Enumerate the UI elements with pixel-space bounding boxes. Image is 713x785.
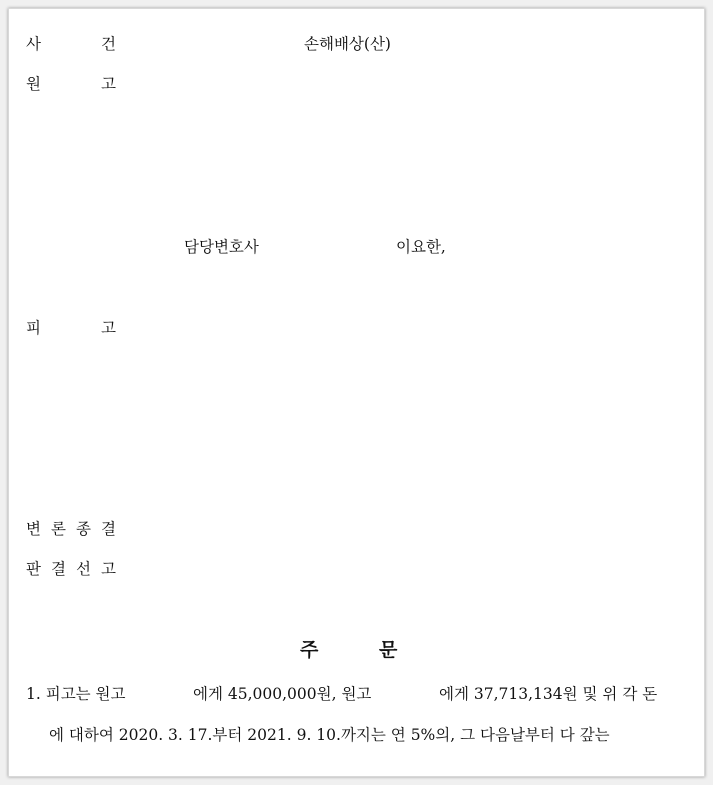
document-page — [8, 8, 705, 777]
case-label-char-1: 사 — [26, 35, 41, 53]
case-name: 손해배상(산) — [304, 35, 391, 53]
closing-char-4: 결 — [101, 520, 116, 538]
closing-char-1: 변 — [26, 520, 41, 538]
counsel-name: 이요한, — [396, 238, 446, 256]
closing-char-3: 종 — [76, 520, 91, 538]
verdict-char-1: 판 — [26, 560, 41, 578]
closing-char-2: 론 — [51, 520, 66, 538]
order-line2: 에 대하여 2020. 3. 17.부터 2021. 9. 10.까지는 연 5%의, 그 다음날부터 다 갚는 — [49, 726, 610, 744]
verdict-char-2: 결 — [51, 560, 66, 578]
order-heading-char-2: 문 — [379, 639, 398, 661]
order-line1-part2: 에게 45,000,000원, 원고 — [193, 685, 372, 703]
case-label-char-2: 건 — [101, 35, 116, 53]
order-line1-part3: 에게 37,713,134원 및 위 각 돈 — [439, 685, 658, 703]
defendant-label-char-1: 피 — [26, 319, 41, 337]
order-heading-char-1: 주 — [300, 639, 319, 661]
plaintiff-label-char-1: 원 — [26, 75, 41, 93]
plaintiff-label-char-2: 고 — [101, 75, 116, 93]
verdict-char-3: 선 — [76, 560, 91, 578]
counsel-title: 담당변호사 — [184, 238, 259, 256]
order-line1-part1: 1. 피고는 원고 — [26, 685, 126, 703]
verdict-char-4: 고 — [101, 560, 116, 578]
defendant-label-char-2: 고 — [101, 319, 116, 337]
